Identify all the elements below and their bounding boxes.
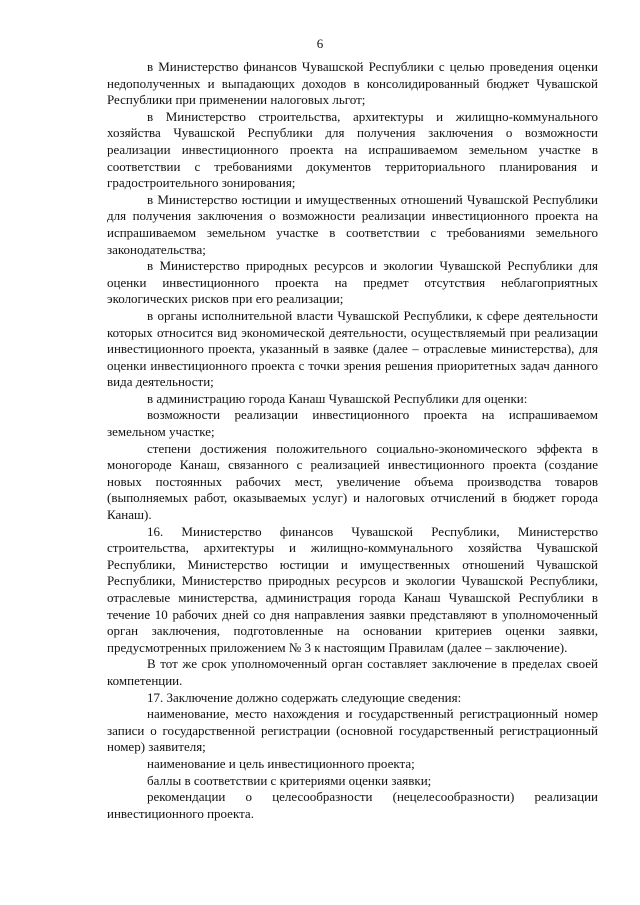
paragraph-executive-bodies: в органы исполнительной власти Чувашской Республики, к сфере деятельности которых относится вид экономической деятельности, осуществляемый при реализации инвестиционного проекта, указанный в заявке (далее – отраслевые министерства), для оценки инвестиционного проекта с точки зрения решения приоритетных задач данного вида деятельности; [107,307,598,390]
paragraph-section-16: 16. Министерство финансов Чувашской Республики, Министерство строительства, архитектуры и жилищно-коммунального хозяйства Чувашской Республики, Министерство юстиции и имущественных отношений Чувашской Республики, Министерство природных ресурсов и экологии Чувашской Республики, отраслевые министерства, администрация города Канаш Чувашской Республики в течение 10 рабочих дней со дня направления заявки представляют в уполномоченный орган заключения, подготовленные на основании критериев оценки заявки, предусмотренных приложением № 3 к настоящим Правилам (далее – заключение). [107,523,598,655]
paragraph-ministry-finance: в Министерство финансов Чувашской Республики с целью проведения оценки недополученных и выпадающих доходов в консолидированный бюджет Чувашской Республики при применении налоговых льгот; [107,59,598,108]
paragraph-recommendations: рекомендации о целесообразности (нецелесообразности) реализации инвестиционного проекта. [107,789,598,821]
paragraph-socioeconomic-effect: степени достижения положительного социально-экономического эффекта в моногороде Канаш, связанного с реализацией инвестиционного проекта (создание новых постоянных рабочих мест, увеличение объема производства товаров (выполняемых работ, оказываемых услуг) и налоговых отчислений в бюджет города Канаш). [107,440,598,523]
paragraph-scores: баллы в соответствии с критериями оценки заявки; [147,772,432,788]
paragraph-ministry-nature: в Министерство природных ресурсов и экологии Чувашской Республики для оценки инвестиционного проекта на предмет отсутствия неблагоприятных экологических рисков при его реализации; [107,258,598,307]
paragraph-ministry-construction: в Министерство строительства, архитектуры и жилищно-коммунального хозяйства Чувашской Республики для получения заключения о возможности реализации инвестиционного проекта на испрашиваемом земельном участке в соответствии с требованиями документов территориального планирования и градостроительного зонирования; [107,108,598,191]
paragraph-land-possibility: возможности реализации инвестиционного проекта на испрашиваемом земельном участке; [107,407,598,440]
paragraph-applicant-details: наименование, место нахождения и государственный регистрационный номер записи о государственной регистрации (основной государственный регистрационный номер) заявителя; [107,706,598,755]
document-body [107,59,598,822]
paragraph-project-name: наименование и цель инвестиционного проекта; [147,755,415,771]
paragraph-kanash-administration: в администрацию города Канаш Чувашской Республики для оценки: [147,390,528,406]
page-number: 6 [316,36,324,51]
paragraph-ministry-justice: в Министерство юстиции и имущественных отношений Чувашской Республики для получения заключения о возможности реализации инвестиционного проекта на испрашиваемом земельном участке в соответствии с требованиями земельного законодательства; [107,191,598,257]
paragraph-section-17: 17. Заключение должно содержать следующие сведения: [147,689,462,705]
paragraph-same-term: В тот же срок уполномоченный орган составляет заключение в пределах своей компетенции. [107,656,598,688]
